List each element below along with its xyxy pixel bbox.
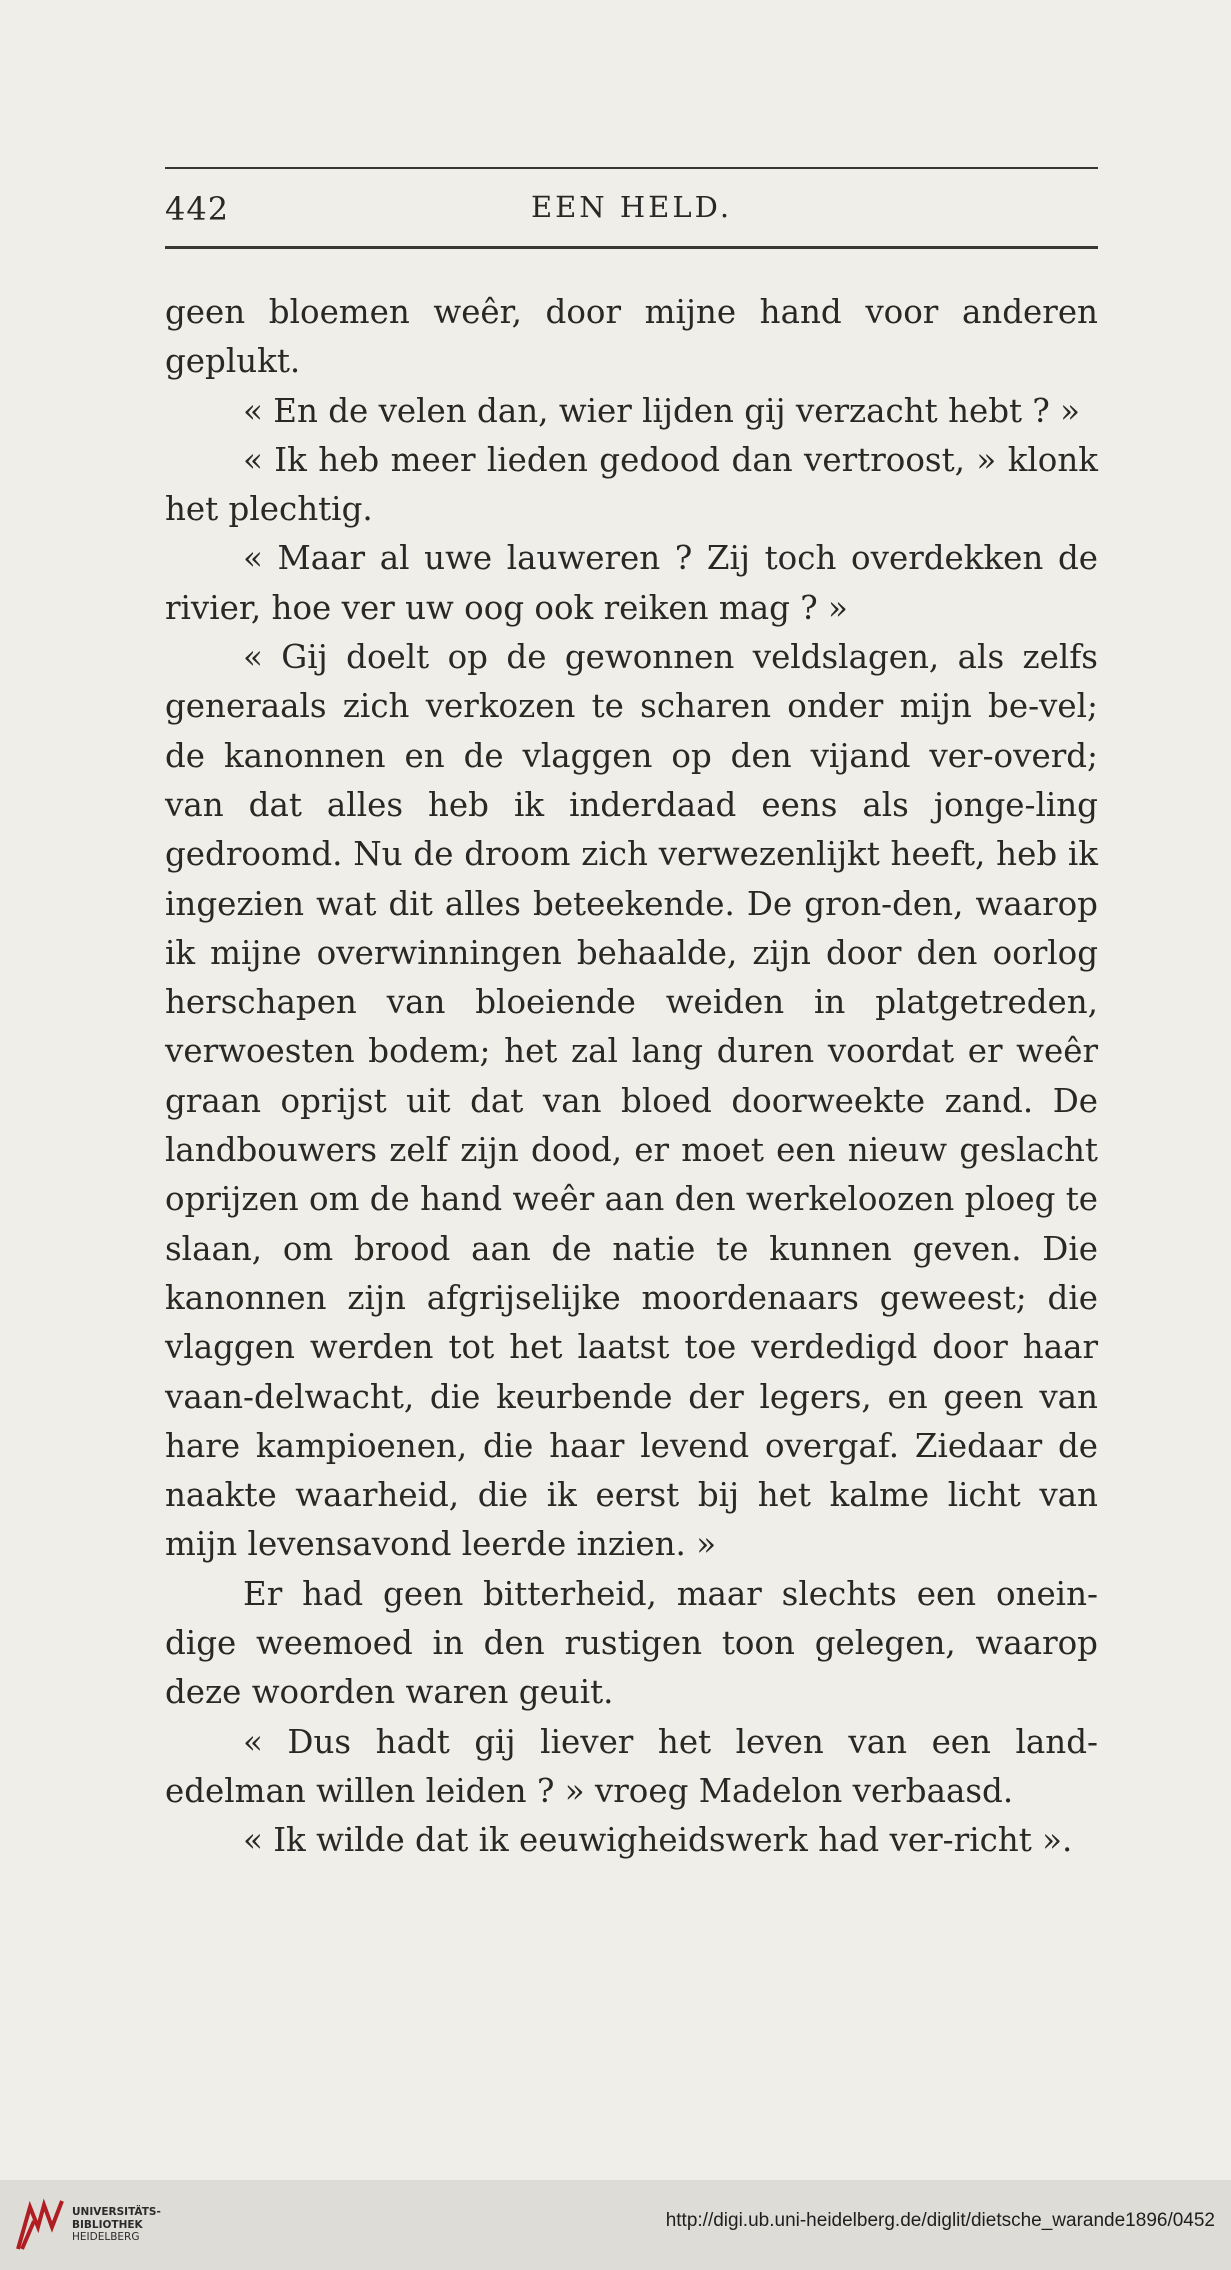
header-bottom-rule [165, 246, 1098, 249]
running-header [165, 190, 1098, 232]
running-title: EEN HELD. [530, 190, 733, 224]
source-url-link[interactable]: http://digi.ub.uni-heidelberg.de/diglit/dietsche_warande1896/0452 [665, 2210, 1215, 2231]
paragraph: geen bloemen weêr, door mijne hand voor anderen geplukt. [165, 293, 1098, 381]
library-name-line: BIBLIOTHEK [72, 2218, 143, 2231]
library-name-line: HEIDELBERG [72, 2231, 140, 2243]
paragraph: « Dus hadt gij liever het leven van een land-edelman willen leiden ? » vroeg Madelon verbaasd. [165, 1722, 1098, 1810]
body-text [165, 288, 1098, 1866]
paragraph: Er had geen bitterheid, maar slechts een onein-dige weemoed in den rustigen toon gelegen, waarop deze woorden waren geuit. [165, 1574, 1098, 1712]
paragraph: « Gij doelt op de gewonnen veldslagen, als zelfs generaals zich verkozen te scharen onder mijn be-vel; de kanonnen en de vlaggen op den vijand ver-overd; van dat alles heb ik inderdaad eens als jonge-ling gedroomd. Nu de droom zich verwezenlijkt heeft, heb ik ingezien wat dit alles beteekende. De gron-den, waarop ik mijne overwinningen behaalde, zijn door den oorlog herschapen van bloeiende weiden in platgetreden, verwoesten bodem; het zal lang duren voordat er weêr graan oprijst uit dat van bloed doorweekte zand. De landbouwers zelf zijn dood, er moet een nieuw geslacht oprijzen om de hand weêr aan den werkeloozen ploeg te slaan, om brood aan de natie te kunnen geven. Die kanonnen zijn afgrijselijke moordenaars geweest; die vlaggen werden tot het laatst toe verdedigd door haar vaan-delwacht, die keurbende der legers, en geen van hare kampioenen, die haar levend overgaf. Ziedaar de naakte waarheid, die ik eerst bij het kalme licht van mijn levensavond leerde inzien. » [165, 638, 1099, 1564]
university-library-logo-icon [14, 2197, 66, 2253]
paragraph: « Ik wilde dat ik eeuwigheidswerk had ver-richt ». [243, 1821, 1073, 1860]
paragraph: « Maar al uwe lauweren ? Zij toch overdekken de rivier, hoe ver uw oog ook reiken mag ? » [165, 539, 1098, 627]
library-name-line: UNIVERSITÄTS- [72, 2206, 161, 2218]
header-top-rule [165, 167, 1098, 169]
library-name [72, 2206, 161, 2244]
page-number: 442 [165, 190, 230, 228]
paragraph: « Ik heb meer lieden gedood dan vertroost, » klonk het plechtig. [165, 440, 1098, 529]
library-footer [0, 2180, 1231, 2270]
paragraph: « En de velen dan, wier lijden gij verzacht hebt ? » [243, 391, 1081, 430]
